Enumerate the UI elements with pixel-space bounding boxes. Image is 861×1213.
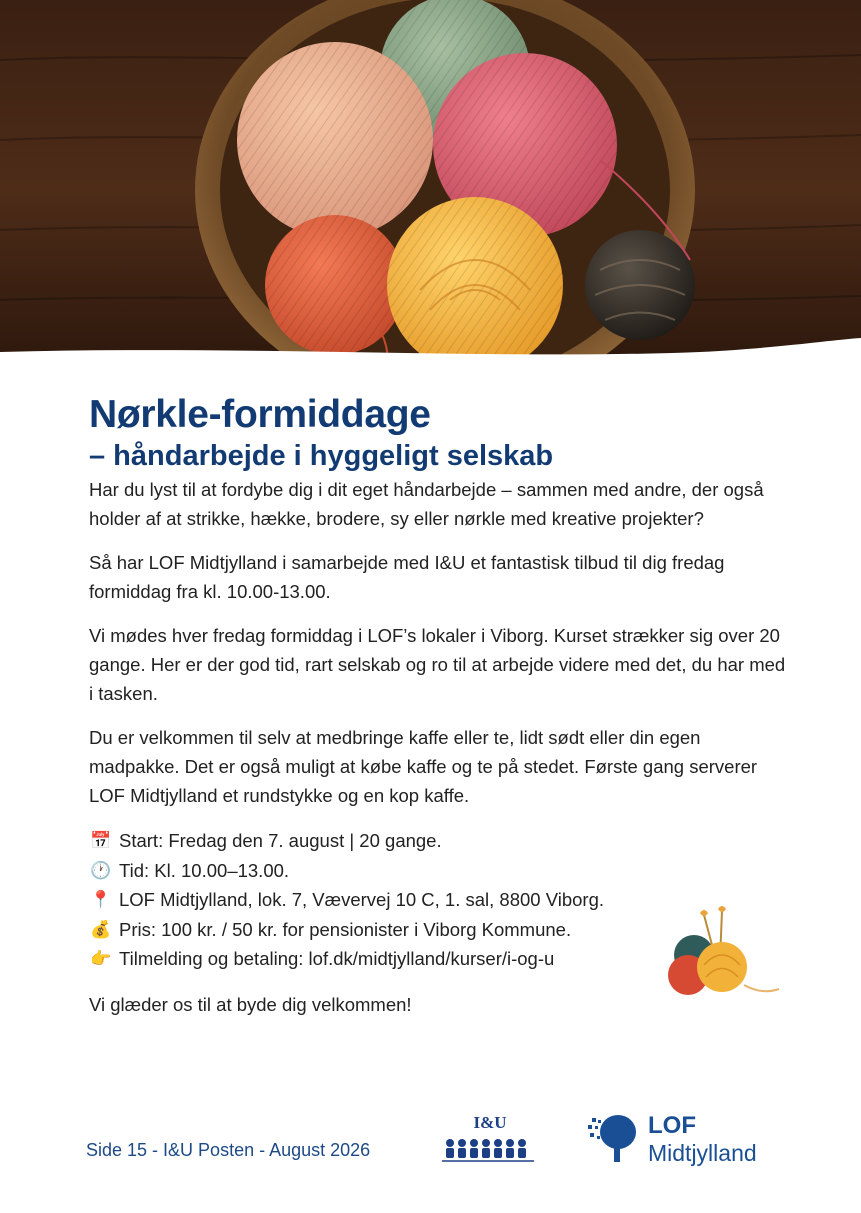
calendar-icon: 📅 bbox=[90, 831, 112, 850]
offer-paragraph: Så har LOF Midtjylland i samarbejde med I&U et fantastisk tilbud til dig fredag formiddag fra kl. 10.00-13.00. bbox=[89, 552, 725, 602]
iu-logo bbox=[440, 1113, 540, 1168]
lof-logo bbox=[586, 1112, 786, 1172]
closing-text: Vi glæder os til at byde dig velkommen! bbox=[89, 993, 412, 1015]
info-price-text: Pris: 100 kr. / 50 kr. for pensionister i Viborg Kommune. bbox=[119, 918, 572, 940]
lof-name: LOF bbox=[648, 1112, 696, 1139]
hero-image bbox=[0, 0, 861, 380]
iu-logo-text: I&U bbox=[473, 1113, 507, 1132]
article-title: Nørkle-formiddage bbox=[89, 393, 431, 436]
footer-page-info: Side 15 - I&U Posten - August 2026 bbox=[86, 1140, 371, 1160]
meeting-paragraph: Vi mødes hver fredag formiddag i LOF’s lokaler i Viborg. Kurset strækker sig over 20 gange. Her er der god tid, rart selskab og ro til at arbejde videre med det, du har med i tasken. bbox=[89, 625, 786, 704]
lof-tree-icon bbox=[586, 1112, 642, 1164]
clock-icon: 🕐 bbox=[90, 860, 112, 880]
info-time bbox=[89, 856, 789, 886]
yarn-illustration-icon bbox=[664, 905, 784, 1000]
info-location-text: LOF Midtjylland, lok. 7, Vævervej 10 C, 1. sal, 8800 Viborg. bbox=[119, 889, 605, 910]
info-start-text: Start: Fredag den 7. august | 20 gange. bbox=[119, 830, 442, 851]
article-subtitle: – håndarbejde i hyggeligt selskab bbox=[89, 440, 554, 472]
coffee-paragraph: Du er velkommen til selv at medbringe kaffe eller te, lidt sødt eller din egen madpakke. Det er også muligt at købe kaffe og te på stedet. Første gang serverer LOF Midtjylland et rundstykke og en kop kaffe. bbox=[89, 727, 758, 806]
pointing-hand-icon: 👉 bbox=[90, 949, 112, 968]
info-start bbox=[89, 826, 789, 856]
lof-region: Midtjylland bbox=[648, 1140, 757, 1166]
intro-paragraph: Har du lyst til at fordybe dig i dit eget håndarbejde – sammen med andre, der også holder af at strikke, hække, brodere, sy eller nørkle med kreative projekter? bbox=[89, 479, 764, 529]
money-bag-icon: 💰 bbox=[90, 919, 112, 939]
info-time-text: Tid: Kl. 10.00–13.00. bbox=[119, 859, 290, 881]
info-signup-text: Tilmelding og betaling: lof.dk/midtjylland/kurser/i-og-u bbox=[119, 948, 555, 969]
location-pin-icon: 📍 bbox=[90, 890, 112, 909]
